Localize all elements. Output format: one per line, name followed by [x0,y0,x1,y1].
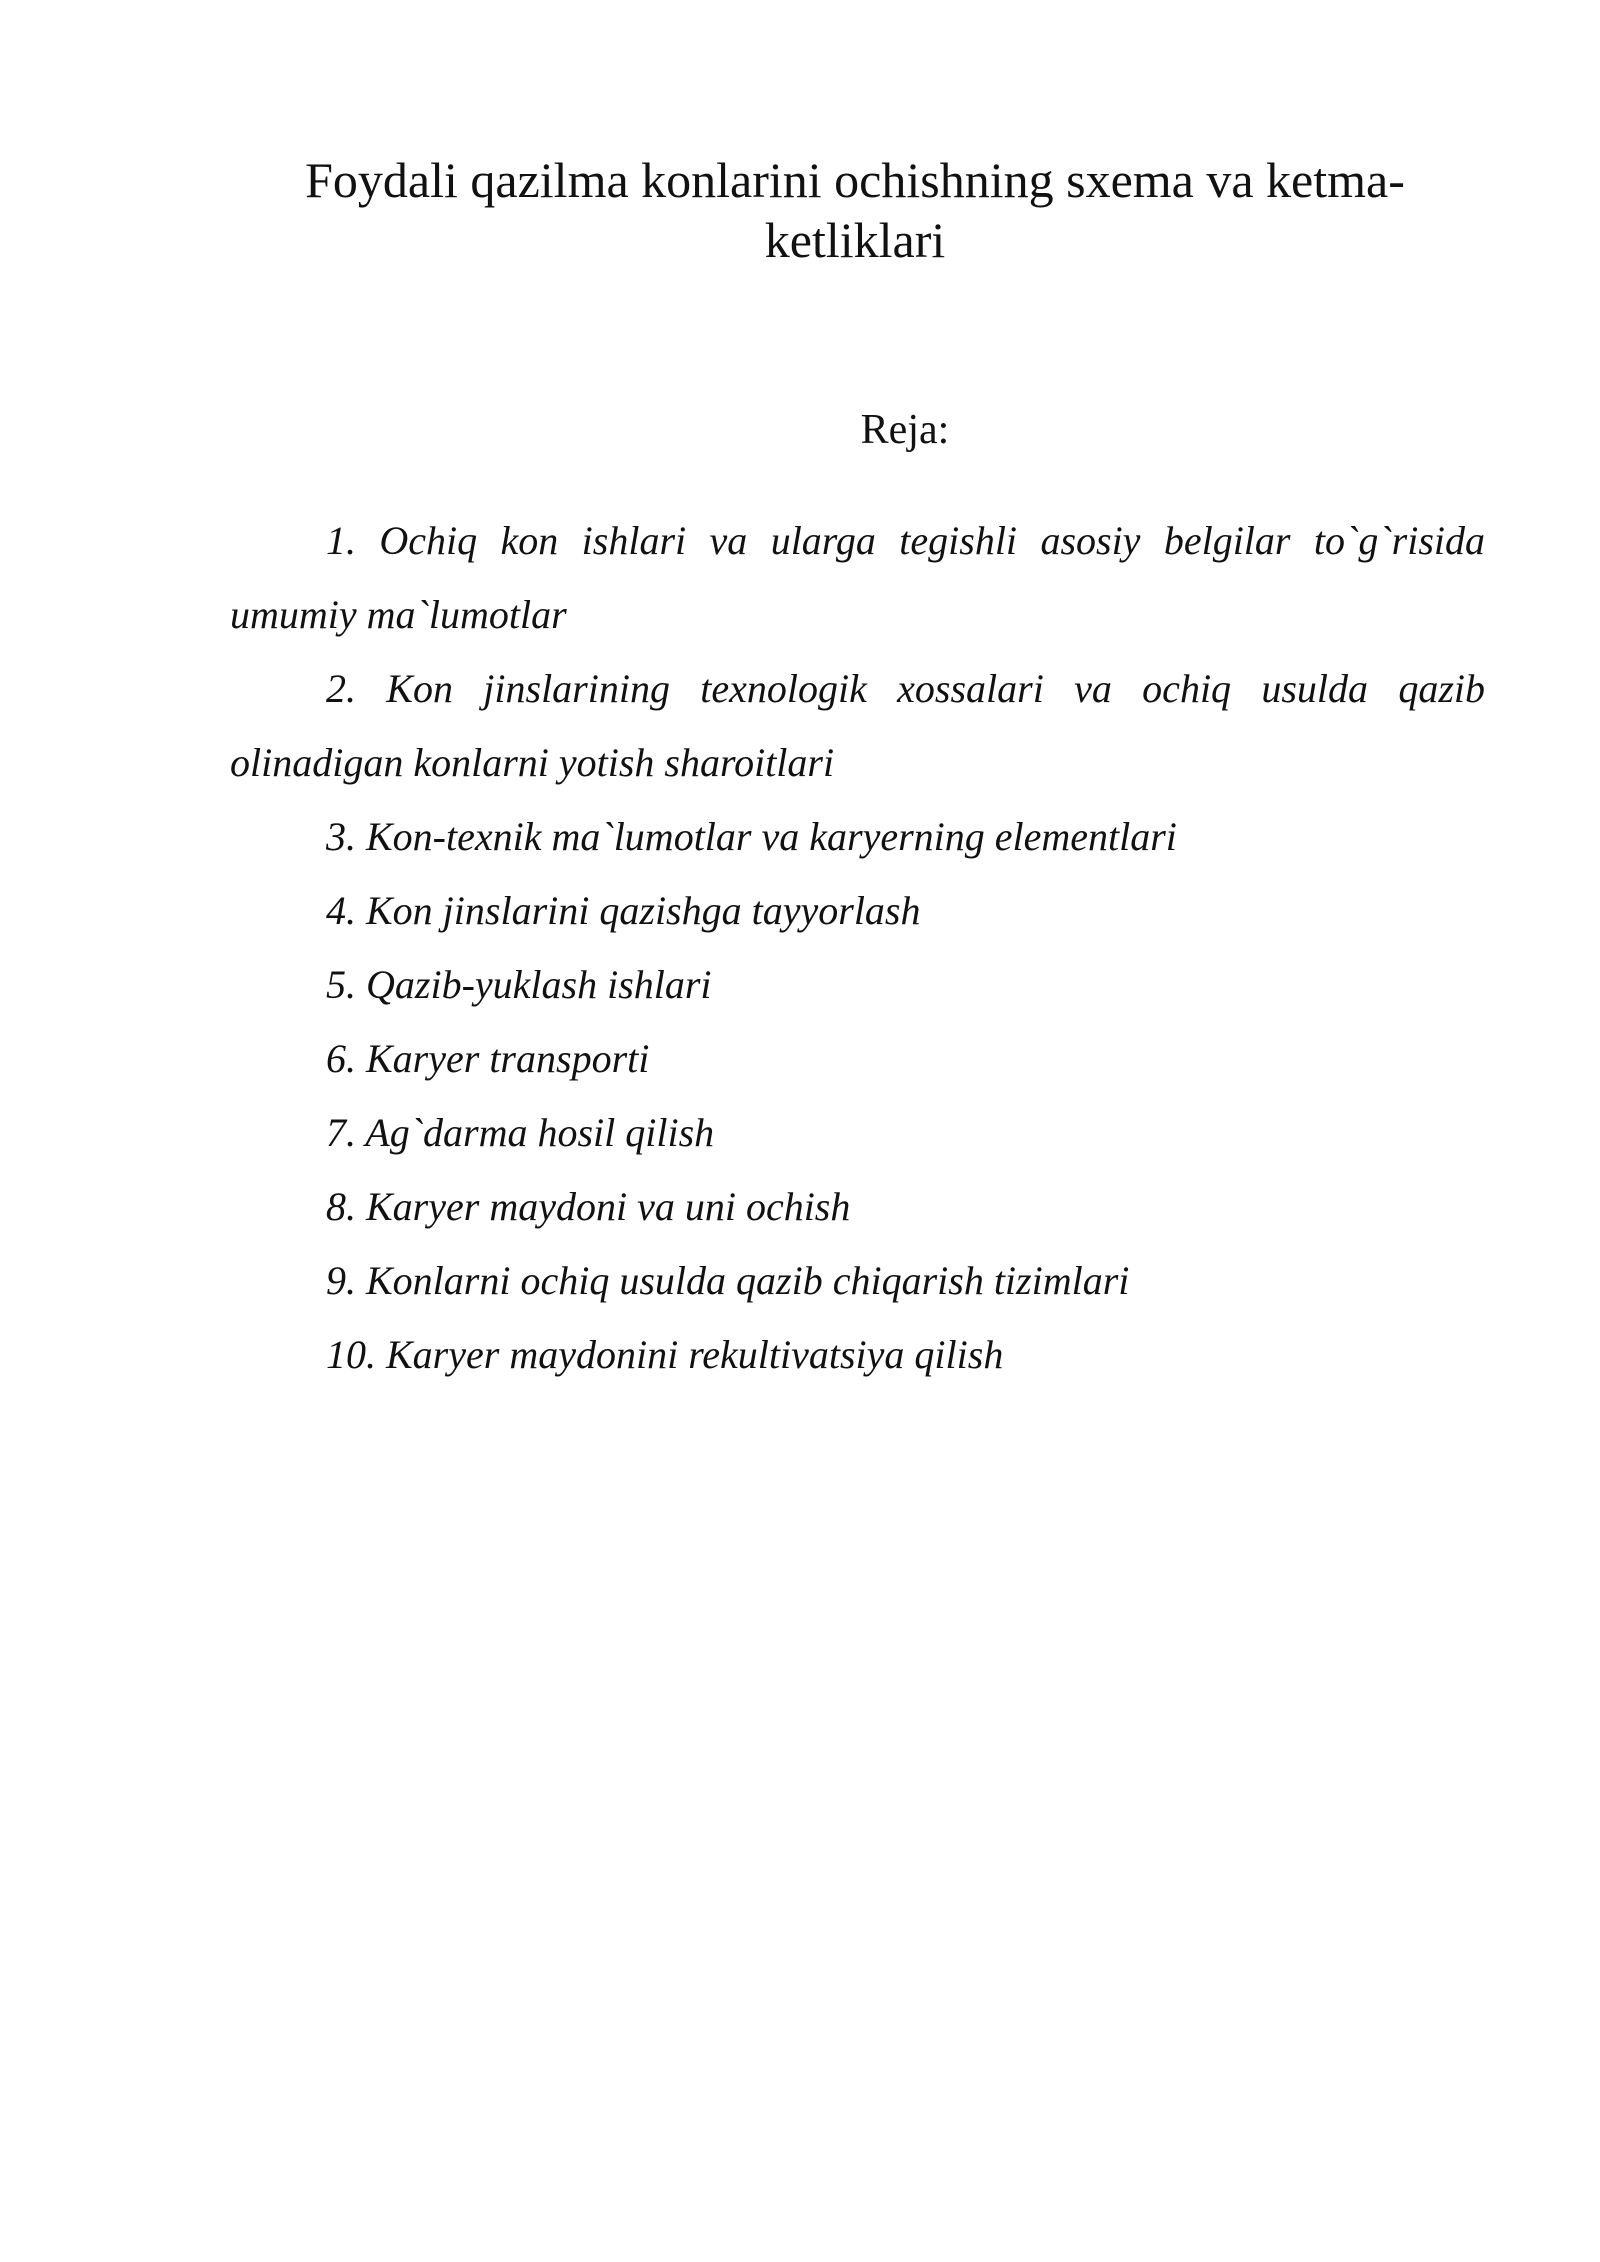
plan-item: 10. Karyer maydonini rekultivatsiya qilish [326,1332,1004,1377]
plan-item: 3. Kon-texnik ma`lumotlar va karyerning elementlari [326,814,1177,859]
plan-item: 2. Kon jinslarining texnologik xossalari va ochiq usulda qazib olinadigan konlarni yotish sharoitlari [230,666,1485,785]
plan-list [230,504,1485,1392]
plan-item: 9. Konlarni ochiq usulda qazib chiqarish tizimlari [326,1258,1130,1303]
plan-item: 8. Karyer maydoni va uni ochish [326,1184,851,1229]
plan-item: 7. Ag`darma hosil qilish [326,1110,715,1155]
plan-item: 5. Qazib-yuklash ishlari [326,962,712,1007]
plan-item: 1. Ochiq kon ishlari va ularga tegishli asosiy belgilar to`g`risida umumiy ma`lumotlar [230,518,1485,637]
document-title: Foydali qazilma konlarini ochishning sxema va ketma-ketliklari [305,152,1405,268]
plan-heading: Reja: [860,407,950,453]
plan-item: 4. Kon jinslarini qazishga tayyorlash [326,888,921,933]
plan-item: 6. Karyer transporti [326,1036,650,1081]
